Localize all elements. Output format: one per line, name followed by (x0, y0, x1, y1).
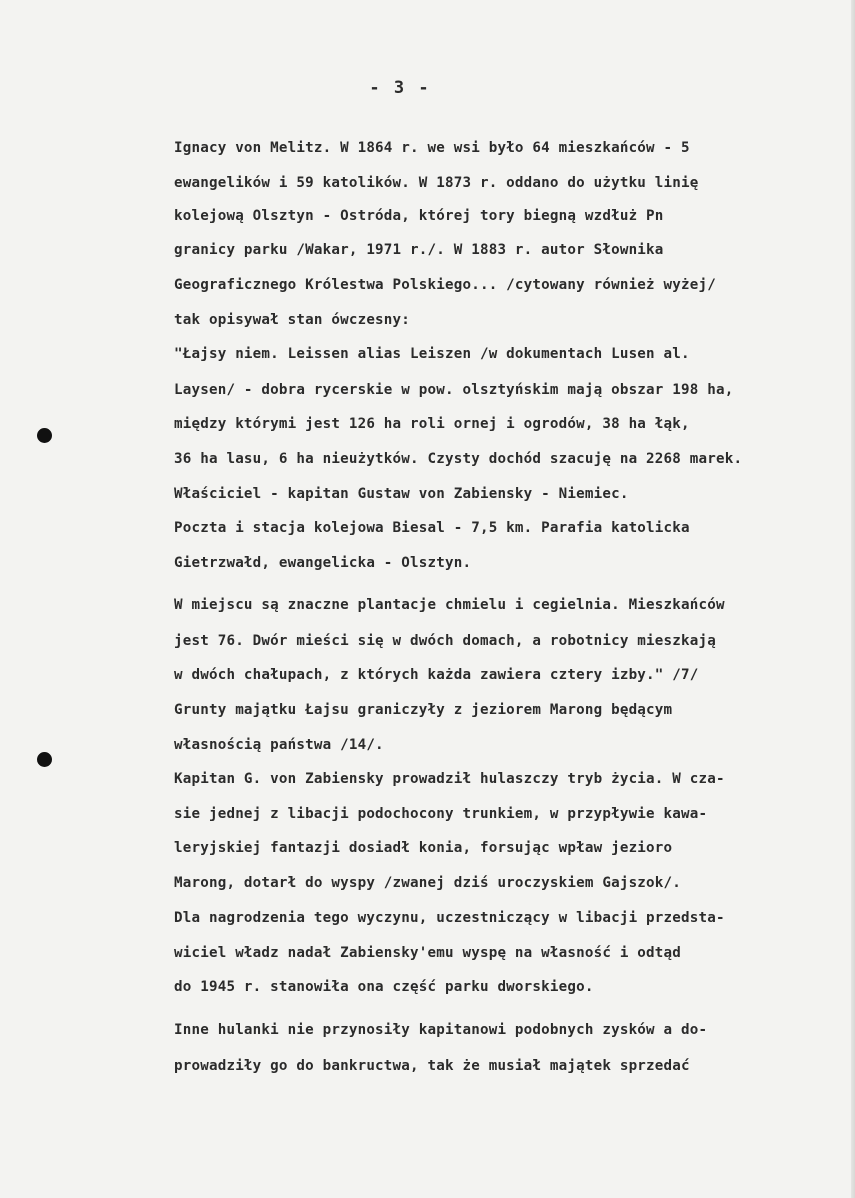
text-line: Ignacy von Melitz. W 1864 r. we wsi było 64 mieszkańców - 5 (174, 140, 690, 156)
punch-hole (37, 752, 52, 767)
text-line: sie jednej z libacji podochocony trunkiem, w przypływie kawa- (174, 806, 708, 822)
text-line: prowadziły go do bankructwa, tak że musiał majątek sprzedać (174, 1058, 690, 1074)
page-edge-shadow (851, 0, 855, 1198)
text-line: Geograficznego Królestwa Polskiego... /cytowany również wyżej/ (174, 277, 716, 293)
text-line: Poczta i stacja kolejowa Biesal - 7,5 km. Parafia katolicka (174, 520, 690, 536)
text-line: Właściciel - kapitan Gustaw von Zabiensky - Niemiec. (174, 486, 629, 502)
text-line: Dla nagrodzenia tego wyczynu, uczestniczący w libacji przedsta- (174, 910, 725, 926)
text-line: wiciel władz nadał Zabiensky'emu wyspę na własność i odtąd (174, 945, 682, 961)
text-line: Kapitan G. von Zabiensky prowadził hulaszczy tryb życia. W cza- (174, 771, 725, 787)
text-line: Marong, dotarł do wyspy /zwanej dziś uroczyskiem Gajszok/. (174, 875, 682, 891)
text-line: jest 76. Dwór mieści się w dwóch domach, a robotnicy mieszkają (174, 633, 716, 649)
text-line: W miejscu są znaczne plantacje chmielu i cegielnia. Mieszkańców (174, 597, 725, 613)
text-line: kolejową Olsztyn - Ostróda, której tory biegną wzdłuż Pn (174, 208, 664, 224)
text-line: Gietrzwałd, ewangelicka - Olsztyn. (174, 555, 472, 571)
text-line: Inne hulanki nie przynosiły kapitanowi podobnych zysków a do- (174, 1022, 708, 1038)
text-line: w dwóch chałupach, z których każda zawiera cztery izby." /7/ (174, 667, 699, 683)
text-line: tak opisywał stan ówczesny: (174, 312, 411, 328)
punch-hole (37, 428, 52, 443)
text-line: 36 ha lasu, 6 ha nieużytków. Czysty dochód szacuję na 2268 marek. (174, 451, 743, 467)
text-line: leryjskiej fantazji dosiadł konia, forsując wpław jezioro (174, 840, 673, 856)
text-line: między którymi jest 126 ha roli ornej i ogrodów, 38 ha łąk, (174, 416, 690, 432)
text-line: ewangelików i 59 katolików. W 1873 r. oddano do użytku linię (174, 175, 699, 191)
page-number: - 3 - (369, 78, 431, 98)
text-line: "Łajsy niem. Leissen alias Leiszen /w dokumentach Lusen al. (174, 346, 690, 362)
text-line: własnością państwa /14/. (174, 737, 384, 753)
text-line: Grunty majątku Łajsu graniczyły z jeziorem Marong będącym (174, 702, 673, 718)
text-line: do 1945 r. stanowiła ona część parku dworskiego. (174, 979, 594, 995)
text-line: Laysen/ - dobra rycerskie w pow. olsztyńskim mają obszar 198 ha, (174, 382, 734, 398)
text-line: granicy parku /Wakar, 1971 r./. W 1883 r. autor Słownika (174, 242, 664, 258)
